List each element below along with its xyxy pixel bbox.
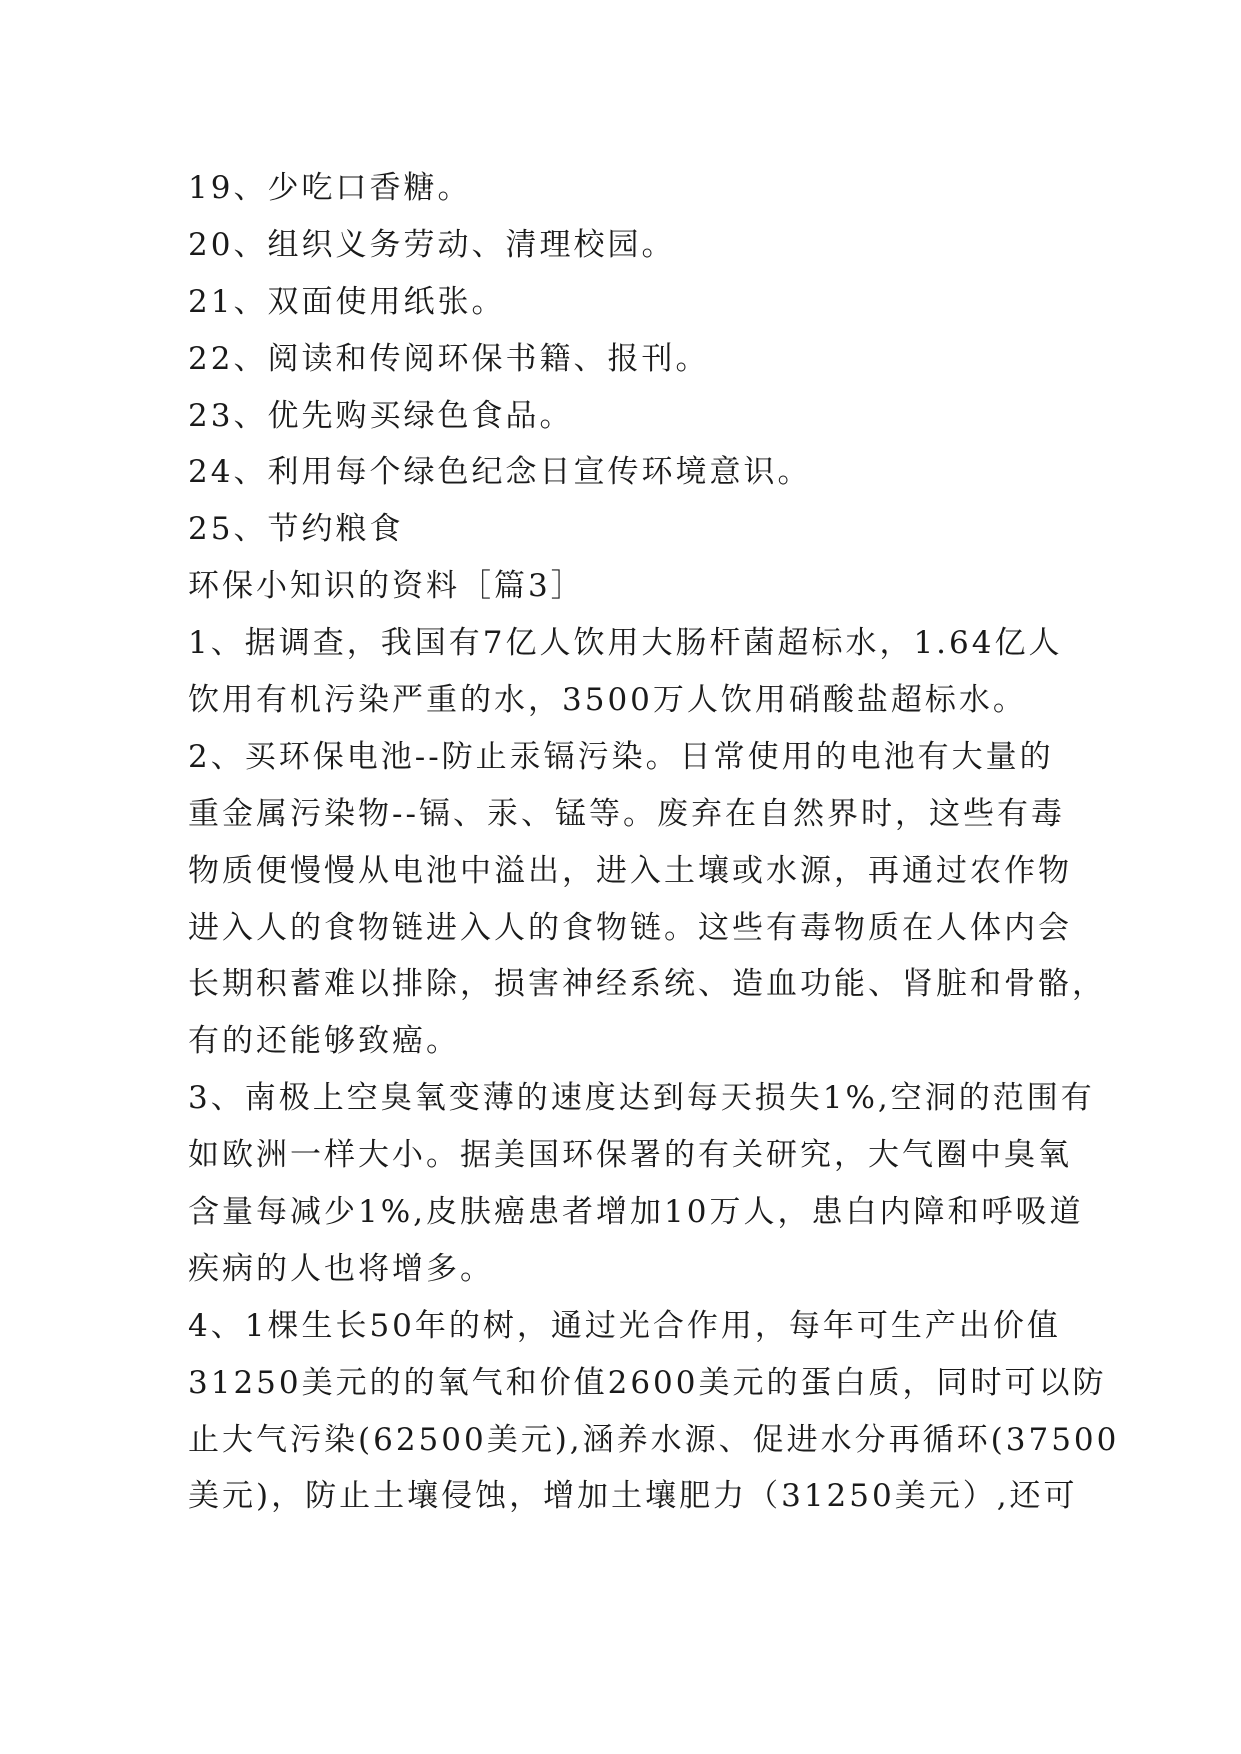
text-line: 23、优先购买绿色食品。 [188,397,574,434]
text-line: 31250美元的的氧气和价值2600美元的蛋白质，同时可以防 [188,1364,1107,1401]
text-line: 21、双面使用纸张。 [188,283,506,320]
document-body [188,160,1120,1525]
text-line: 22、阅读和传阅环保书籍、报刊。 [188,340,710,377]
text-line: 物质便慢慢从电池中溢出，进入土壤或水源，再通过农作物 [188,852,1072,889]
text-line: 如欧洲一样大小。据美国环保署的有关研究，大气圈中臭氧 [188,1137,1072,1174]
section-heading: 环保小知识的资料［篇3］ [188,568,585,605]
text-line: 19、少吃口香糖。 [188,170,472,206]
text-line: 4、1棵生长50年的树，通过光合作用，每年可生产出价值 [188,1307,1061,1344]
text-line: 有的还能够致癌。 [188,1023,460,1060]
text-line: 长期积蓄难以排除，损害神经系统、造血功能、肾脏和骨骼， [188,966,1106,1003]
text-line: 饮用有机污染严重的水，3500万人饮用硝酸盐超标水。 [188,682,1027,719]
text-line: 美元)，防止土壤侵蚀，增加土壤肥力（31250美元）,还可 [188,1478,1078,1515]
text-line: 25、节约粮食 [188,511,404,548]
text-line: 3、南极上空臭氧变薄的速度达到每天损失1%,空洞的范围有 [188,1080,1095,1117]
text-line: 20、组织义务劳动、清理校园。 [188,226,676,263]
text-line: 疾病的人也将增多。 [188,1250,494,1287]
text-line: 止大气污染(62500美元),涵养水源、促进水分再循环(37500 [188,1421,1120,1458]
text-line: 重金属污染物--镉、汞、锰等。废弃在自然界时，这些有毒 [188,795,1065,832]
text-line: 进入人的食物链进入人的食物链。这些有毒物质在人体内会 [188,909,1072,946]
text-line: 24、利用每个绿色纪念日宣传环境意识。 [188,454,812,491]
text-line: 含量每减少1%,皮肤癌患者增加10万人，患白内障和呼吸道 [188,1194,1084,1231]
text-line: 1、据调查，我国有7亿人饮用大肠杆菌超标水，1.64亿人 [188,625,1063,662]
text-line: 2、买环保电池--防止汞镉污染。日常使用的电池有大量的 [188,738,1054,775]
